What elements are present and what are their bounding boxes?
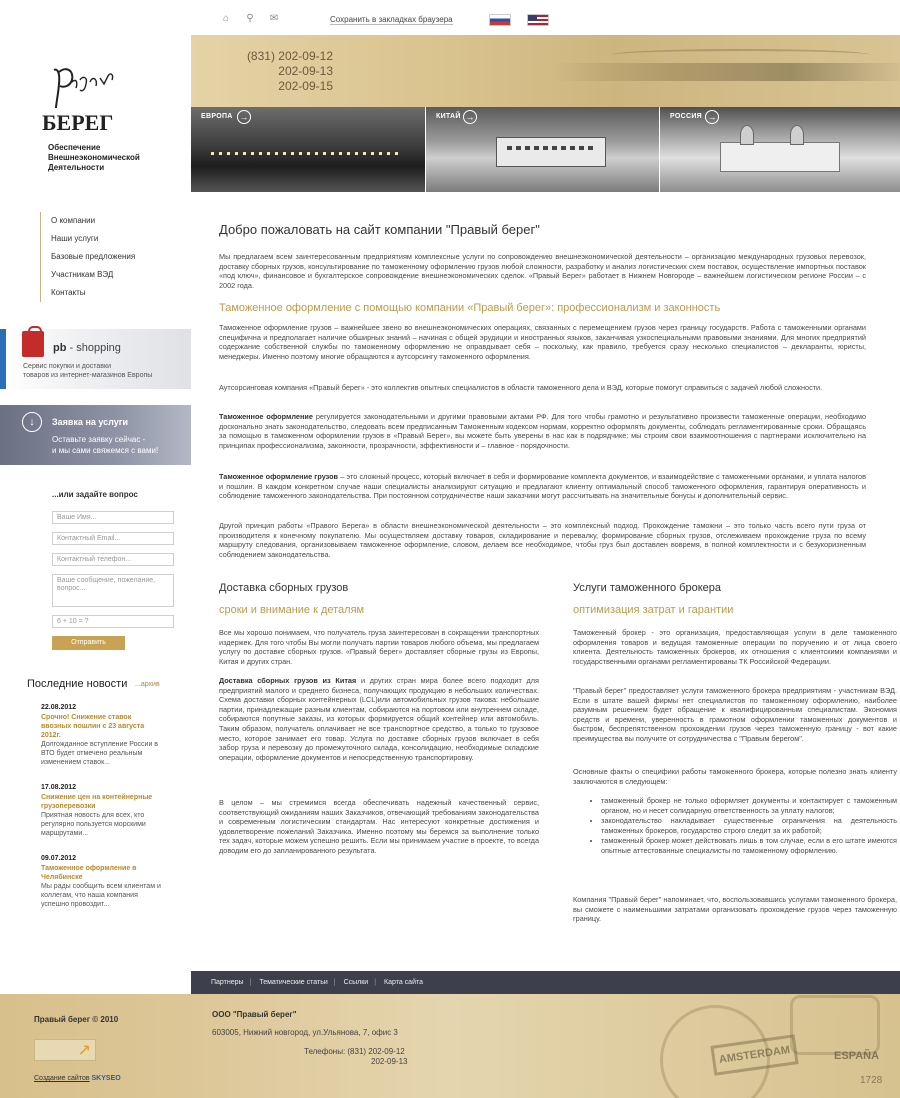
phone-3: 202-09-15 <box>278 79 333 93</box>
phone-1: (831) 202-09-12 <box>246 49 333 63</box>
promo-accent <box>0 329 6 389</box>
nav-ved[interactable]: Участникам ВЭД <box>40 266 135 284</box>
customs-paragraph-2: Аутсорсинговая компания «Правый берег» - это коллектив опытных специалистов в области таможенного дела и ВЭД, которые помогут справиться с задачей любой сложности. <box>219 383 823 392</box>
arrow-right-icon: → <box>463 110 477 124</box>
footer-link-partners[interactable]: Партнеры <box>211 979 244 986</box>
news-text <box>41 740 176 767</box>
year-stamp: 1728 <box>860 1075 883 1086</box>
news-title-line[interactable]: грузоперевозки <box>41 803 96 810</box>
arrow-right-icon: → <box>237 110 251 124</box>
news-text-line: маршрутами... <box>41 830 89 837</box>
paragraph-text: регулируется законодательными и другими правовыми актами РФ. Для того чтобы грамотно и результативно произвести таможенные операции, необходимо досконально знать законодательство, следовать всем предписанным Таможенным кодексом нормам, корректно оформлять документы, соблюдать регламентированные сроки. Обращаясь за помощью в таможенном оформлении грузов в «Правый Берег», вы можете быть уверены в нас как в подрядчике: мы строим свои взаимоотношения с партнерами исключительно на принципах профессионализма, законности, прозрачности, эффективности и – главное - порядочности. <box>219 412 867 450</box>
news-archive-link[interactable]: ...архив <box>135 681 160 688</box>
news-item <box>41 703 176 767</box>
news-date: 09.07.2012 <box>41 855 77 862</box>
broker-bullet: • таможенный брокер может действовать лишь в том случае, если в его штате имеются опытные аттестованные специалисты по таможенному оформлению. <box>601 836 897 855</box>
sitemap-icon[interactable]: ⚲ <box>246 13 254 24</box>
message-textarea[interactable]: Ваше сообщение, пожелание, вопрос... <box>52 574 174 607</box>
russia-label: РОССИЯ <box>670 113 702 120</box>
shopping-text-line: Сервис покупки и доставки <box>23 363 111 370</box>
russia-tile[interactable] <box>660 107 900 192</box>
footer-link-links[interactable]: Ссылки <box>343 979 369 986</box>
shopping-text <box>23 362 152 380</box>
news-title[interactable] <box>41 793 176 811</box>
logo-subtitle <box>48 143 140 173</box>
footer-nav: Партнеры | Тематические статьи | Ссылки | Карта сайта <box>191 971 900 994</box>
customs-paragraph-5: Другой принцип работы «Правого Берега» в области внешнеэкономической деятельности – это комплексный подход. Прохождение таможни – это только часть всего пути груза от производителя к конечному покупателю. Мы осуществляем доставку товаров, складирование и перевалку, формирование сборных грузов, отслеживаем прохождение груза по всему маршруту следования, организовываем таможенное оформление, словом, делаем все необходимое, чтобы груз был доставлен вовремя, в полной комплектности и с безукоризненным соблюдением законодательства. <box>219 521 866 559</box>
company-address: 603005, Нижний новгород, ул.Ульянова, 7, офис 3 <box>212 1028 398 1037</box>
nav-offers[interactable]: Базовые предложения <box>40 248 135 266</box>
broker-paragraph-2: "Правый берег" предоставляет услуги таможенного брокера предприятиям - участникам ВЭД. Если в штате вашей фирмы нет специалистов по таможенному оформлению, наиболее разумным решением будет обращение к квалифицированным специалистам. Экономия средств и времени, уверенность в грамотном оформлении таможенных документов и быстром, беспрепятственном прохождении грузов через таможенную границу - вот какие преимущества вы получите от сотрудничества с "Правым берегом". <box>573 686 897 743</box>
europe-tile[interactable] <box>191 107 425 192</box>
china-label: КИТАЙ <box>436 113 461 120</box>
news-text-line: коллегам, что наша компания <box>41 892 138 899</box>
logo[interactable] <box>42 64 122 144</box>
europe-label: ЕВРОПА <box>201 113 233 120</box>
svg-text:БЕРЕГ: БЕРЕГ <box>42 110 114 135</box>
news-title-line[interactable]: 2012г. <box>41 732 61 739</box>
captcha-input[interactable]: 6 + 10 = ? <box>52 615 174 628</box>
news-title[interactable] <box>41 713 176 740</box>
mail-icon[interactable]: ✉ <box>269 13 279 24</box>
footer-link-sitemap[interactable]: Карта сайта <box>384 979 423 986</box>
boat-image <box>496 137 606 167</box>
news-text <box>41 882 176 909</box>
shopping-text-line: товаров из интернет-магазинов Европы <box>23 372 153 379</box>
news-date: 22.08.2012 <box>41 704 77 711</box>
delivery-paragraph-1: Все мы хорошо понимаем, что получатель груза заинтересован в сокращении транспортных издержек. Для того чтобы Вы могли получать партии товаров любого объема, мы предлагаем услугу по доставке сборных грузов. «Правый берег» доставляет сборные грузы из Европы, Китая и других стран. <box>219 628 539 666</box>
request-text-line: и мы сами свяжемся с вами! <box>52 446 159 455</box>
company-phones: Телефоны: (831) 202-09-12 <box>304 1047 405 1056</box>
news-text-line: Мы рады сообщить всем клиентам и <box>41 883 161 890</box>
company-name: ООО "Правый берег" <box>212 1010 297 1019</box>
top-icons <box>220 13 292 25</box>
bold-term: Доставка сборных грузов из Китая <box>219 676 357 685</box>
broker-subtitle: оптимизация затрат и гарантии <box>573 604 734 616</box>
flag-us-icon[interactable] <box>527 14 549 26</box>
paragraph-text: и других стран мира более всего подходит для предприятий малого и среднего бизнеса, получающих продукцию в небольших количествах. Схема доставки сборных контейнерных (LCL)или автомобильных грузов такова: небольшие партии, принадлежащие разным клиентам, собираются на портовом или внутреннем складе, собираются попутные заказы, из которых формируется общий контейнер или автомобиль. Таким образом, получатель оплачивает не все транспортное средство, а только то грузовое место, которое занимает его товар. Услуга по доставке сборных грузов включает в себя забор груза и перевозку до промежуточного склада, консолидацию, необходимые складские операции, оформление документов и непосредственную транспортировку. <box>219 676 539 762</box>
dome-image <box>740 125 754 145</box>
broker-bullet: • законодательство накладывает существенные ограничения на деятельность таможенных брокеров, государство строго следит за их работой; <box>601 816 897 835</box>
news-title-line[interactable]: Челябинске <box>41 874 83 881</box>
name-input[interactable]: Ваше Имя... <box>52 511 174 524</box>
nav-services[interactable]: Наши услуги <box>40 230 135 248</box>
home-icon[interactable]: ⌂ <box>222 13 230 24</box>
news-text-line: успешно провоздит... <box>41 901 110 908</box>
shopping-title-rest: - shopping <box>66 342 121 354</box>
footer-link-articles[interactable]: Тематические статьи <box>259 979 328 986</box>
news-text-line: изменением ставок... <box>41 759 110 766</box>
news-title-line[interactable]: Снижение цен на контейнерные <box>41 794 153 801</box>
news-item <box>41 854 176 909</box>
news-heading: Последние новости <box>27 678 128 690</box>
shopping-bag-icon <box>22 331 44 357</box>
news-date: 17.08.2012 <box>41 784 77 791</box>
espana-stamp: ESPAÑA <box>834 1050 880 1062</box>
broker-paragraph-4: Компания "Правый берег" напоминает, что, воспользовавшись услугами таможенного брокера, вы сможете с наименьшими затратами организовать прохождение грузов через таможенную границу. <box>573 895 897 924</box>
request-text-line: Оставьте заявку сейчас - <box>52 435 146 444</box>
broker-title: Услуги таможенного брокера <box>573 582 721 594</box>
paragraph-text: – это сложный процесс, который включает в себя и формирование комплекта документов, и взаимодействие с таможенными органами, и уплата налогов и пошлин. В каждом конкретном случае наши специалисты анализируют ситуацию и предлагают клиенту оптимальный способ таможенного оформления, гарантируя оперативность и соблюдение таможенного законодательства. При постоянном сотрудничестве наши заказчики могут рассчитывать на значительные бонусы и дополнительный сервис. <box>219 472 866 501</box>
request-text <box>52 434 158 456</box>
delivery-paragraph-2 <box>219 676 539 762</box>
customs-paragraph-4 <box>219 472 866 501</box>
church-image <box>720 142 840 172</box>
intro-paragraph: Мы предлагаем всем заинтересованным предприятиям комплексные услуги по сопровождению внешнеэкономической деятельности – организацию международных грузовых перевозок, доставку сборных грузов, консультирование по таможенному оформлению грузов любой сложности, разработку и анализ логистических схем поставок, осуществление импортных поставок «под ключ», финансовое и бухгалтерское сопровождение внешнеэкономических сделок. «Правый Берег» работает в Нижнем Новгороде – важнейшем логистическом регионе России – с 2002 года. <box>219 252 866 290</box>
company-phone-2: 202-09-13 <box>371 1057 408 1066</box>
shopping-title <box>53 342 121 354</box>
city-lights-image <box>211 152 401 155</box>
news-item <box>41 783 176 838</box>
request-title: Заявка на услуги <box>52 417 129 427</box>
news-title-line[interactable]: Таможенное оформление в <box>41 865 137 872</box>
copyright: Правый берег © 2010 <box>34 1015 119 1024</box>
dome-image <box>790 125 804 145</box>
skyseo-brand[interactable]: SKYSEO <box>91 1075 121 1082</box>
skyseo-badge-icon[interactable] <box>34 1039 96 1061</box>
customs-paragraph-3 <box>219 412 866 450</box>
news-title[interactable] <box>41 864 176 882</box>
logo-subtitle-line: Деятельности <box>48 163 105 172</box>
logo-subtitle-line: Обеспечение <box>48 143 101 152</box>
submit-button[interactable]: Отправить <box>52 636 125 650</box>
header-phones <box>238 49 333 94</box>
delivery-subtitle: сроки и внимание к деталям <box>219 604 365 616</box>
amsterdam-stamp: AMSTERDAM <box>710 1034 798 1076</box>
broker-bullets <box>573 796 897 857</box>
customs-paragraph-1: Таможенное оформление грузов – важнейшее звено во внешнеэкономических операциях, связанных с перемещением грузов через границу государств. Работа с таможенными органами специфична и предполагает наличие обширных знаний – начиная с общей эрудиции и иностранных языков, заканчивая узкоспециальными правовыми знаниями. Для многих предприятий содержание собственной службы по таможенному оформлению не оправдывает себя – поскольку, как правило, требуется сразу несколько специалистов – декларанты, юристы, менеджеры. Именно поэтому многие обращаются к аутсорсингу таможенного оформления. <box>219 323 866 361</box>
news-text-line: регулярно пользуется морскими <box>41 821 146 828</box>
logo-subtitle-line: Внешнеэкономической <box>48 153 140 162</box>
news-text-line: Долгожданное вступление России в <box>41 741 159 748</box>
flag-ru-icon[interactable] <box>489 14 511 26</box>
stamp-image <box>790 995 880 1055</box>
news-text <box>41 811 176 838</box>
news-text-line: Приятная новость для всех, кто <box>41 812 145 819</box>
email-input[interactable]: Контактный Email... <box>52 532 174 545</box>
nav-contacts[interactable]: Контакты <box>40 284 135 302</box>
china-tile[interactable] <box>426 107 659 192</box>
news-title-line[interactable]: Срочно! Снижение ставок <box>41 714 132 721</box>
bookmark-link[interactable]: Сохранить в закладках браузера <box>330 15 453 24</box>
delivery-title: Доставка сборных грузов <box>219 582 349 594</box>
broker-paragraph-1: Таможенный брокер - это организация, предоставляющая услуги в деле таможенного оформления товаров и ведущая таможенные операции по поручению и от лица своего клиента. Деятельность таможенных брокеров, их отношения с клиентскими компаниями и государственными органами регламентированы ТК Российской Федерации. <box>573 628 897 666</box>
made-by-link[interactable]: Создание сайтов <box>34 1075 90 1082</box>
section-subtitle: Таможенное оформление с помощью компании «Правый берег»: профессионализм и законность <box>219 302 721 314</box>
shopping-title-bold: pb <box>53 342 67 354</box>
broker-bullet: • таможенный брокер не только оформляет документы и контактирует с таможенным органом, но и несет солидарную ответственность за уплату налогов; <box>601 796 897 815</box>
form-heading: ...или задайте вопрос <box>52 490 138 499</box>
delivery-paragraph-3: В целом – мы стремимся всегда обеспечивать надежный качественный сервис, соответствующий ожиданиям наших Заказчиков, отвечающий требованиям законодательства и современным логистическим стандартам. Нас интересуют конкретные достижения и удовлетворение пожеланий Заказчика. Именно поэтому мы беремся за выполнение только тех задач, которые можем успешно решить. Если мы принимаем участие в проекте, то всегда доводим его до запланированного результата. <box>219 798 539 855</box>
page-title: Добро пожаловать на сайт компании "Правый берег" <box>219 222 540 237</box>
made-by <box>34 1075 121 1082</box>
news-text-line: ВТО будет отмечено реальным <box>41 750 143 757</box>
side-nav <box>40 212 135 302</box>
broker-paragraph-3: Основные факты о специфики работы таможенного брокера, которые полезно знать клиенту заключаются в следующем: <box>573 767 897 786</box>
news-title-line[interactable]: ввозных пошлин с 23 августа <box>41 723 145 730</box>
bold-term: Таможенное оформление грузов <box>219 472 339 481</box>
phone-input[interactable]: Контактный телефон... <box>52 553 174 566</box>
phone-2: 202-09-13 <box>278 64 333 78</box>
bold-term: Таможенное оформление <box>219 412 313 421</box>
arrow-right-icon: → <box>705 110 719 124</box>
nav-about[interactable]: О компании <box>40 212 135 230</box>
arrow-down-icon: ↓ <box>22 412 42 432</box>
